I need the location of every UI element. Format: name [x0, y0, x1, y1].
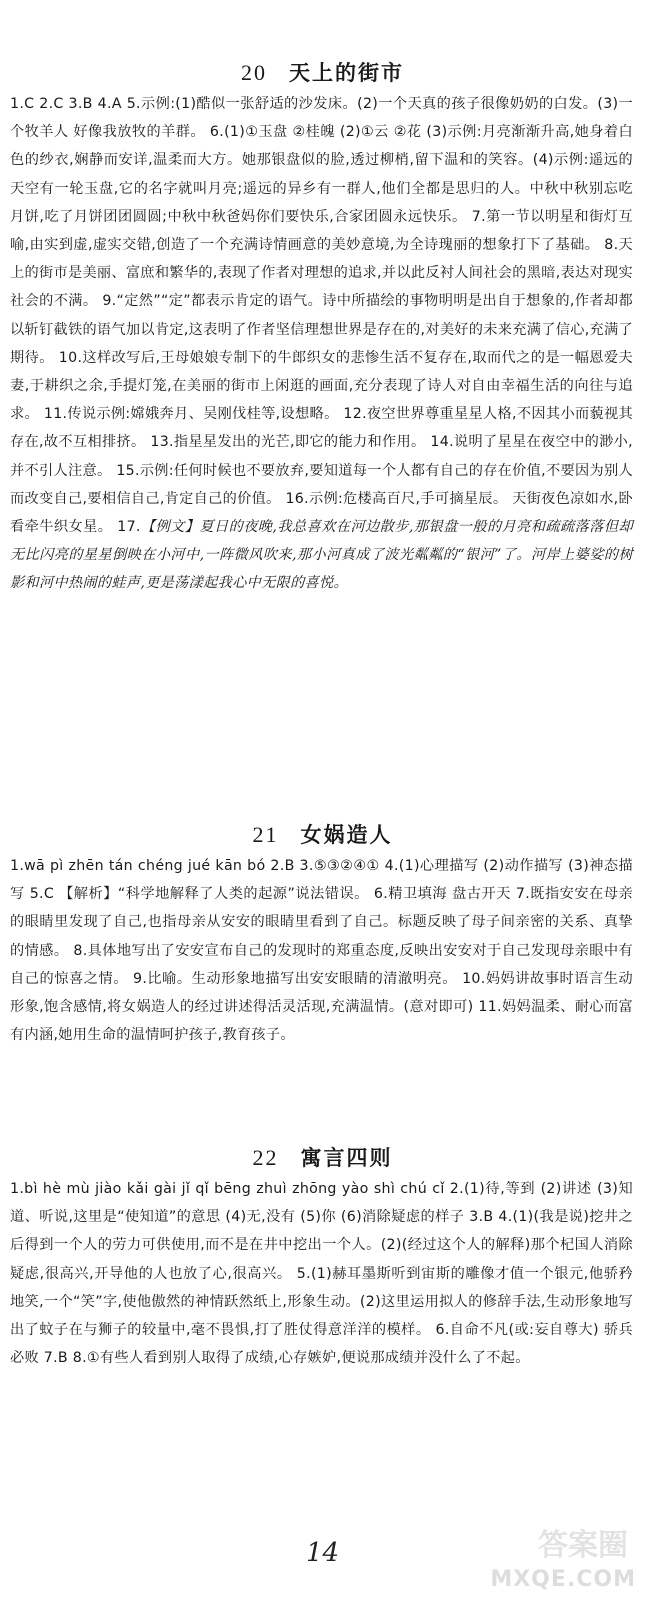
section-20	[0, 56, 645, 598]
section-title	[0, 1141, 645, 1175]
watermark-logo: 答案圈	[538, 1528, 628, 1563]
section-number: 22	[252, 1145, 279, 1170]
section-name: 寓言四则	[300, 1145, 393, 1170]
section-title	[0, 818, 645, 852]
watermark-site: MXQE.COM	[490, 1567, 636, 1592]
section-number: 20	[241, 60, 267, 85]
section-22	[0, 1141, 645, 1372]
answer-text: 1.C 2.C 3.B 4.A 5.示例:(1)酷似一张舒适的沙发床。(2)一个天真的孩子很像奶奶的白发。(3)一个牧羊人 好像我放牧的羊群。 6.(1)①玉盘 ②桂魄 (2)①云 ②花 (3)示例:月亮渐渐升高,她身着白色的纱衣,娴静而安详,温柔而大方。她那银盘似的脸,透过柳梢,留下温和的笑容。(4)示例:遥远的天空有一轮玉盘,它的名字就叫月亮;遥远的异乡有一群人,他们全都是思归的人。中秋中秋别忘吃月饼,吃了月饼团团圆圆;中秋中秋爸妈你们要快乐,合家团圆永远快乐。 7.第一节以明星和街灯互喻,由实到虚,虚实交错,创造了一个充满诗情画意的美妙意境,为全诗瑰丽的想象打下了基础。 8.天上的街市是美丽、富庶和繁华的,表现了作者对理想的追求,并以此反衬人间社会的黑暗,表达对现实社会的不满。 9.“定然”“定”都表示肯定的语气。诗中所描绘的事物明明是出自于想象的,作者却都以斩钉截铁的语气加以肯定,这表明了作者坚信理想世界是存在的,对美好的未来充满了信心,充满了期待。 10.这样改写后,王母娘娘专制下的牛郎织女的悲惨生活不复存在,取而代之的是一幅恩爱夫妻,于耕织之余,手提灯笼,在美丽的街市上闲逛的画面,充分表现了诗人对自由幸福生活的向往与追求。 11.传说示例:嫦娥奔月、吴刚伐桂等,设想略。 12.夜空世界尊重星星人格,不因其小而藐视其存在,故不互相排挤。 13.指星星发出的光芒,即它的能力和作用。 14.说明了星星在夜空中的渺小,并不引人注意。 15.示例:任何时候也不要放弃,要知道每一个人都有自己的存在价值,不要因为别人而改变自己,要相信自己,肯定自己的价值。 16.示例:危楼高百尺,手可摘星辰。 天街夜色凉如水,卧看牵牛织女星。 17.	[10, 96, 633, 536]
answer-text: 1.bì hè mù jiào kǎi gài jǐ qǐ bēng zhuì zhōng yào shì chú cǐ 2.(1)待,等到 (2)讲述 (3)知道、听说,这里是“使知道”的意思 (4)无,没有 (5)你 (6)消除疑虑的样子 3.B 4.(1)(我是说)挖井之后得到一个人的劳力可供使用,而不是在井中挖出一个人。(2)(经过这个人的解释)那个杞国人消除疑虑,很高兴,开导他的人也放了心,很高兴。 5.(1)赫耳墨斯听到宙斯的雕像才值一个银元,他骄矜地笑,一个“笑”字,使他傲然的神情跃然纸上,形象生动。(2)这里运用拟人的修辞手法,生动形象地写出了蚊子在与狮子的较量中,毫不畏惧,打了胜仗得意洋洋的模样。 6.自命不凡(或:妄自尊大) 骄兵必败 7.B 8.①有些人看到别人取得了成绩,心存嫉妒,便说那成绩并没什么了不起。	[10, 1181, 633, 1367]
page-number: 14	[305, 1538, 340, 1568]
answer-text: 1.wā pì zhēn tán chéng jué kān bó 2.B 3.⑤③②④① 4.(1)心理描写 (2)动作描写 (3)神态描写 5.C 【解析】“科学地解释了人类的起源”说法错误。 6.精卫填海 盘古开天 7.既指安安在母亲的眼睛里发现了自己,也指母亲从安安的眼睛里看到了自己。标题反映了母子间亲密的关系、真挚的情感。 8.具体地写出了安安宣布自己的发现时的郑重态度,反映出安安对于自己发现母亲眼中有自己的惊喜之情。 9.比喻。生动形象地描写出安安眼睛的清澈明亮。 10.妈妈讲故事时语言生动形象,饱含感情,将女娲造人的经过讲述得活灵活现,充满温情。(意对即可) 11.妈妈温柔、耐心而富有内涵,她用生命的温情呵护孩子,教育孩子。	[10, 858, 633, 1044]
section-name: 女娲造人	[300, 822, 393, 847]
section-name: 天上的街市	[289, 60, 404, 85]
section-answers	[0, 1175, 645, 1372]
section-number: 21	[252, 822, 279, 847]
section-answers	[0, 852, 645, 1049]
section-answers	[0, 90, 645, 598]
sample-essay: 【例文】夏日的夜晚,我总喜欢在河边散步,那银盘一般的月亮和疏疏落落但却无比闪亮的星星倒映在小河中,一阵微风吹来,那小河真成了波光粼粼的“银河”了。河岸上婆娑的树影和河中热闹的蛙声,更是荡漾起我心中无限的喜悦。	[10, 519, 633, 592]
section-21	[0, 818, 645, 1049]
section-title	[0, 56, 645, 90]
site-watermark	[486, 1520, 636, 1592]
